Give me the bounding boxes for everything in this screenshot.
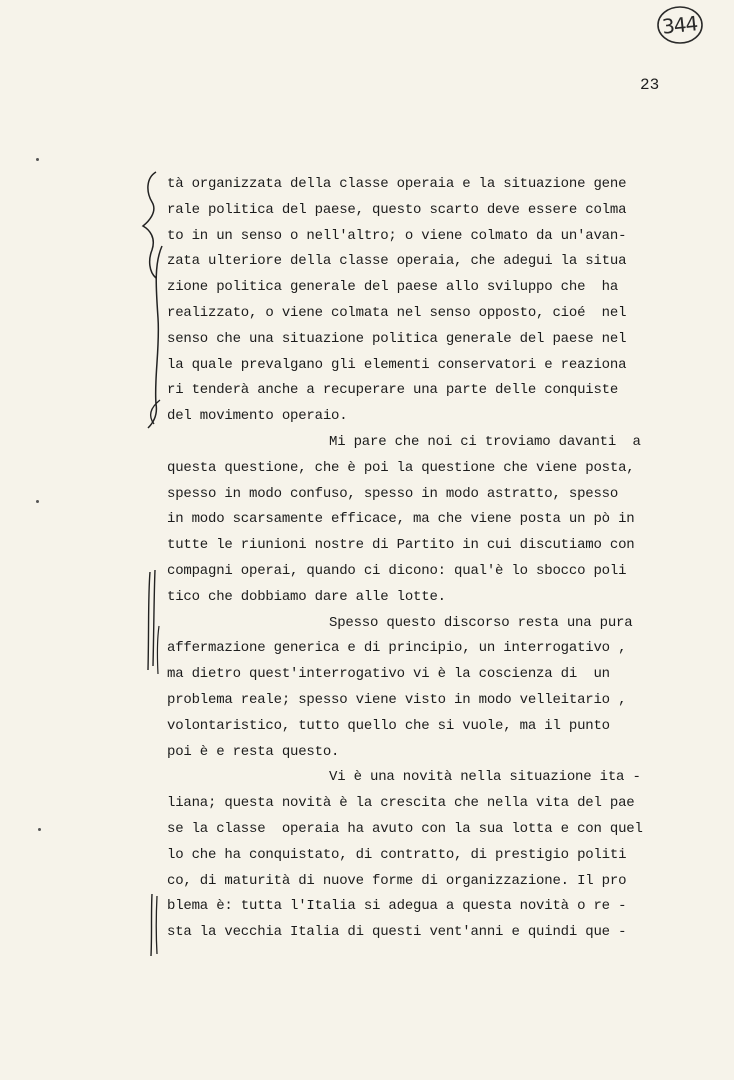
- text-line: ma dietro quest'interrogativo vi è la coscienza di un: [167, 666, 610, 683]
- scan-speck: [36, 158, 39, 161]
- text-line: co, di maturità di nuove forme di organizzazione. Il pro: [167, 872, 627, 889]
- text-line: in modo scarsamente efficace, ma che viene posta un pò in: [167, 511, 635, 528]
- text-line: tà organizzata della classe operaia e la situazione gene: [167, 176, 627, 192]
- page-number: 23: [640, 76, 660, 94]
- margin-brace-mark: [140, 168, 168, 430]
- archive-number: 344: [661, 11, 699, 39]
- typed-body-text: [167, 172, 687, 946]
- text-line: Vi è una novità nella situazione ita -: [329, 769, 641, 786]
- text-line: se la classe operaia ha avuto con la sua lotta e con quel: [167, 820, 643, 837]
- text-line: tico che dobbiamo dare alle lotte.: [167, 588, 446, 605]
- text-line: ri tenderà anche a recuperare una parte delle conquiste: [167, 382, 619, 399]
- text-line: zata ulteriore della classe operaia, che adegui la situa: [167, 253, 627, 270]
- text-line: senso che una situazione politica generale del paese nel: [167, 330, 627, 347]
- text-line: affermazione generica e di principio, un interrogativo ,: [167, 640, 627, 657]
- text-line: problema reale; spesso viene visto in modo velleitario ,: [167, 691, 627, 708]
- text-line: volontaristico, tutto quello che si vuole, ma il punto: [167, 717, 610, 734]
- text-line: Spesso questo discorso resta una pura: [329, 614, 633, 631]
- text-line: realizzato, o viene colmata nel senso opposto, cioé nel: [167, 304, 627, 321]
- scan-speck: [36, 500, 39, 503]
- margin-double-line-mark: [142, 566, 164, 676]
- text-line: rale politica del paese, questo scarto deve essere colma: [167, 201, 627, 218]
- archive-number-stamp: [655, 3, 705, 47]
- text-line: Mi pare che noi ci troviamo davanti a: [329, 433, 641, 450]
- text-line: questa questione, che è poi la questione che viene posta,: [167, 459, 635, 476]
- text-line: spesso in modo confuso, spesso in modo astratto, spesso: [167, 485, 619, 502]
- scan-speck: [38, 828, 41, 831]
- text-line: tutte le riunioni nostre di Partito in cui discutiamo con: [167, 537, 635, 554]
- text-line: blema è: tutta l'Italia si adegua a questa novità o re -: [167, 898, 627, 915]
- text-line: la quale prevalgano gli elementi conservatori e reaziona: [167, 356, 627, 373]
- text-line: sta la vecchia Italia di questi vent'anni e quindi que -: [167, 924, 627, 941]
- text-line: poi è e resta questo.: [167, 743, 340, 760]
- margin-line-mark-lower: [146, 890, 164, 960]
- text-line: zione politica generale del paese allo sviluppo che ha: [167, 279, 619, 296]
- text-line: lo che ha conquistato, di contratto, di prestigio politi: [167, 846, 627, 863]
- text-line: liana; questa novità è la crescita che nella vita del pae: [167, 795, 635, 812]
- text-line: compagni operai, quando ci dicono: qual'è lo sbocco poli: [167, 562, 627, 579]
- text-line: to in un senso o nell'altro; o viene colmato da un'avan-: [167, 227, 627, 244]
- text-line: del movimento operaio.: [167, 408, 348, 425]
